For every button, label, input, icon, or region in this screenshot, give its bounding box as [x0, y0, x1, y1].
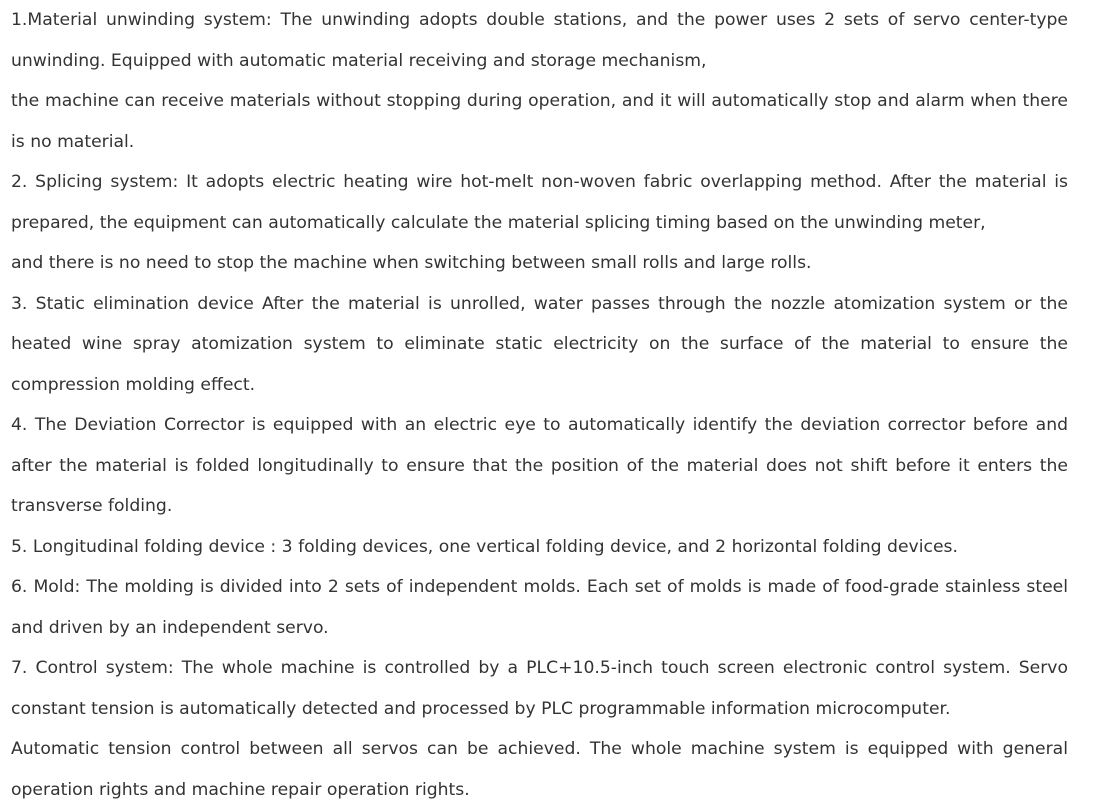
paragraph-control-system: 7. Control system: The whole machine is controlled by a PLC+10.5-inch touch screen electronic control system. Servo constant tension is automatically detected and processed by PLC programmable information microcomputer. [11, 658, 1068, 719]
paragraph-unwinding-continued: the machine can receive materials without stopping during operation, and it will automatically stop and alarm when there is no material. [11, 91, 1068, 152]
paragraph-mold: 6. Mold: The molding is divided into 2 sets of independent molds. Each set of molds is made of food-grade stainless steel and driven by an independent servo. [11, 577, 1068, 638]
paragraph-static-elimination: 3. Static elimination device After the material is unrolled, water passes through the nozzle atomization system or the heated wine spray atomization system to eliminate static electricity on the surface of the material to ensure the compression molding effect. [11, 293, 1068, 395]
paragraph-splicing-system: 2. Splicing system: It adopts electric heating wire hot-melt non-woven fabric overlapping method. After the material is prepared, the equipment can automatically calculate the material splicing timing based on the unwinding meter, [11, 172, 1068, 233]
paragraph-longitudinal-folding: 5. Longitudinal folding device : 3 folding devices, one vertical folding device, and 2 horizontal folding devices. [11, 536, 958, 557]
paragraph-splicing-continued: and there is no need to stop the machine when switching between small rolls and large rolls. [11, 253, 812, 273]
paragraph-unwinding-system: 1.Material unwinding system: The unwinding adopts double stations, and the power uses 2 sets of servo center-type unwinding. Equipped with automatic material receiving and storage mechanism, [11, 10, 1068, 71]
paragraph-deviation-corrector: 4. The Deviation Corrector is equipped with an electric eye to automatically identify the deviation corrector before and after the material is folded longitudinally to ensure that the position of the material does not shift before it enters the transverse folding. [11, 415, 1068, 516]
paragraph-tension-control: Automatic tension control between all servos can be achieved. The whole machine system is equipped with general operation rights and machine repair operation rights. [11, 739, 1068, 800]
